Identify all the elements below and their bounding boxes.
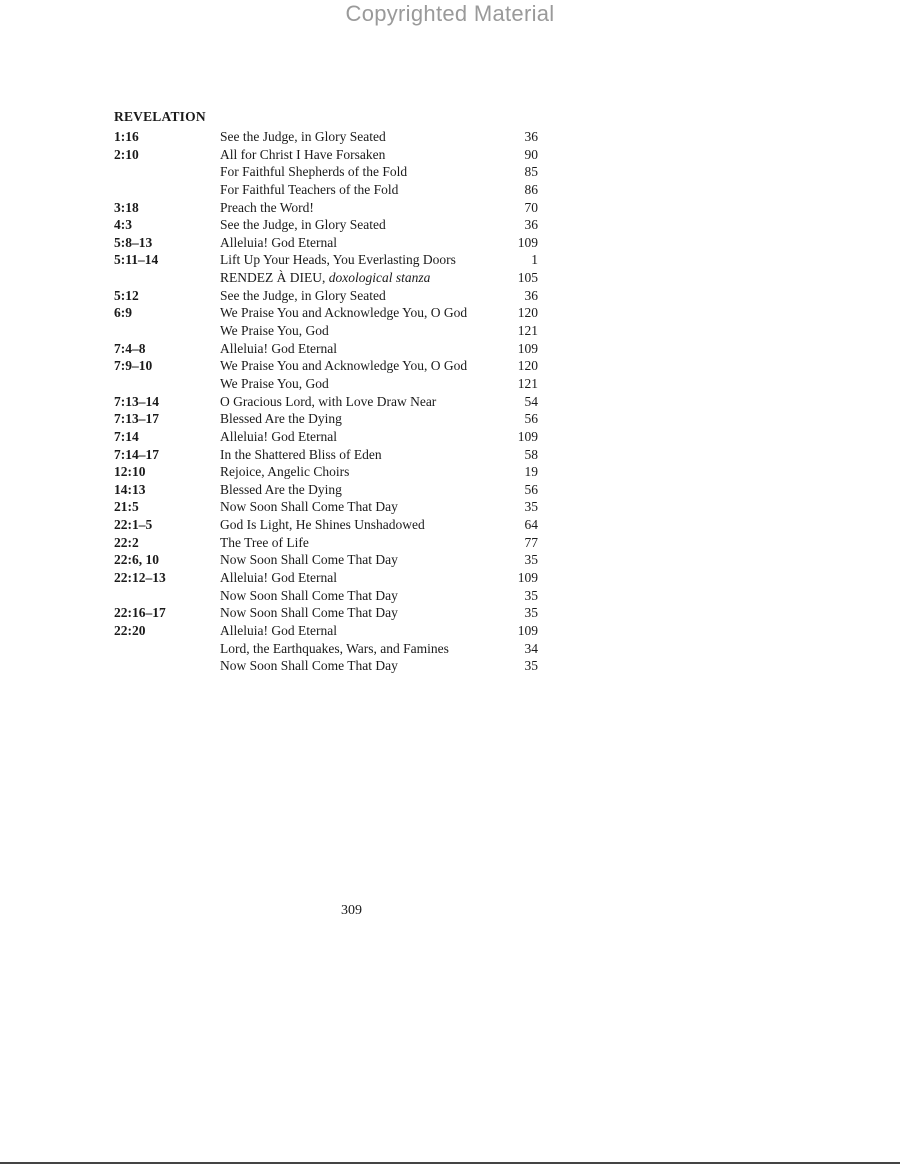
section-heading: REVELATION [114, 109, 206, 124]
hymn-number: 36 [524, 287, 538, 303]
hymn-title [220, 304, 467, 322]
scripture-reference: 7:13–14 [114, 393, 159, 409]
hymn-title [220, 622, 337, 640]
hymn-title [220, 199, 314, 217]
hymn-title [220, 287, 386, 305]
index-entry [114, 657, 544, 675]
hymn-number: 109 [517, 428, 538, 444]
hymn-title [220, 463, 349, 481]
hymn-title-text: Lord, the Earthquakes, Wars, and Famines [220, 640, 449, 656]
index-entry [114, 128, 544, 146]
hymn-title [220, 181, 398, 199]
scripture-reference: 5:11–14 [114, 252, 159, 268]
scripture-reference: 2:10 [114, 146, 139, 162]
hymn-title-italic: doxological stanza [328, 270, 431, 286]
hymn-title-text: O Gracious Lord, with Love Draw Near [220, 393, 437, 409]
hymn-title [220, 481, 342, 499]
hymn-title-text: For Faithful Teachers of the Fold [220, 181, 399, 197]
scripture-reference: 21:5 [114, 499, 139, 515]
hymn-title [220, 640, 449, 658]
hymn-number: 64 [524, 517, 538, 533]
hymn-title [220, 375, 329, 393]
scripture-reference: 22:20 [114, 622, 146, 638]
index-entry [114, 304, 544, 322]
hymn-number: 109 [517, 570, 538, 586]
hymn-title-text: Alleluia! God Eternal [220, 340, 337, 356]
hymn-number: 35 [524, 587, 538, 603]
hymn-title [220, 410, 342, 428]
index-entry [114, 216, 544, 234]
copyright-watermark: Copyrighted Material [345, 1, 555, 26]
scripture-reference: 7:4–8 [114, 340, 146, 356]
scripture-index-list [114, 128, 544, 675]
hymn-number: 121 [517, 375, 538, 391]
scripture-reference: 22:1–5 [114, 517, 153, 533]
hymn-title [220, 340, 337, 358]
index-entry [114, 428, 544, 446]
index-entry [114, 146, 544, 164]
index-entry [114, 622, 544, 640]
index-entry [114, 587, 544, 605]
index-entry [114, 640, 544, 658]
hymn-title [220, 498, 398, 516]
hymn-number: 85 [524, 164, 538, 180]
index-entry [114, 393, 544, 411]
hymn-title-text: We Praise You and Acknowledge You, O God [220, 305, 468, 321]
hymn-title-text: For Faithful Shepherds of the Fold [220, 164, 408, 180]
index-entry [114, 516, 544, 534]
hymn-title-text: Alleluia! God Eternal [220, 622, 337, 638]
hymn-title [220, 551, 398, 569]
scripture-reference: 5:12 [114, 287, 139, 303]
hymn-number: 120 [517, 358, 538, 374]
hymn-title [220, 604, 398, 622]
hymn-number: 56 [524, 481, 538, 497]
hymn-number: 109 [517, 234, 538, 250]
index-entry [114, 498, 544, 516]
hymn-title-text: Now Soon Shall Come That Day [220, 552, 398, 568]
hymn-title [220, 446, 382, 464]
hymn-title [220, 534, 309, 552]
hymn-number: 109 [517, 622, 538, 638]
hymn-title-text: See the Judge, in Glory Seated [220, 287, 386, 303]
hymn-number: 19 [524, 464, 538, 480]
hymn-number: 35 [524, 605, 538, 621]
hymn-title [220, 428, 337, 446]
hymn-title-text: Now Soon Shall Come That Day [220, 587, 398, 603]
hymn-title [220, 269, 430, 287]
index-entry [114, 234, 544, 252]
hymn-number: 58 [524, 446, 538, 462]
index-entry [114, 269, 544, 287]
scripture-reference: 6:9 [114, 305, 132, 321]
index-entry [114, 410, 544, 428]
hymn-number: 36 [524, 129, 538, 144]
hymn-title-text: God Is Light, He Shines Unshadowed [220, 517, 425, 533]
hymn-title [220, 357, 467, 375]
hymn-number: 77 [524, 534, 538, 550]
hymn-title [220, 146, 385, 164]
hymn-number: 35 [524, 499, 538, 515]
hymn-title-text: Blessed Are the Dying [220, 411, 342, 427]
hymn-title-text: We Praise You, God [220, 375, 329, 391]
scripture-reference: 22:12–13 [114, 570, 166, 586]
hymn-title [220, 322, 329, 340]
hymn-number: 105 [517, 270, 538, 286]
hymn-number: 54 [524, 393, 538, 409]
index-entry [114, 287, 544, 305]
index-entry [114, 534, 544, 552]
index-entry [114, 163, 544, 181]
scripture-reference: 22:16–17 [114, 605, 166, 621]
scripture-reference: 1:16 [114, 129, 139, 144]
hymn-number: 109 [517, 340, 538, 356]
index-entry [114, 322, 544, 340]
hymn-title-text: Alleluia! God Eternal [220, 234, 337, 250]
hymn-number: 120 [517, 305, 538, 321]
hymn-title-text: Preach the Word! [220, 199, 314, 215]
scripture-reference: 22:6, 10 [114, 552, 159, 568]
hymn-title-text: We Praise You, God [220, 323, 329, 339]
scripture-reference: 7:9–10 [114, 358, 153, 374]
index-entry [114, 446, 544, 464]
index-entry [114, 199, 544, 217]
hymn-number: 90 [524, 146, 538, 162]
scripture-reference: 4:3 [114, 217, 132, 233]
index-entry [114, 251, 544, 269]
scripture-reference: 14:13 [114, 481, 146, 497]
index-entry [114, 340, 544, 358]
hymn-number: 121 [517, 323, 538, 339]
hymn-title-text: Now Soon Shall Come That Day [220, 499, 398, 515]
hymn-number: 36 [524, 217, 538, 233]
index-entry [114, 604, 544, 622]
scripture-reference: 12:10 [114, 464, 146, 480]
hymn-title-text: Blessed Are the Dying [220, 481, 342, 497]
index-entry [114, 481, 544, 499]
hymn-title [220, 234, 337, 252]
hymn-title [220, 128, 386, 146]
scripture-reference: 5:8–13 [114, 234, 153, 250]
hymn-title-text: Alleluia! God Eternal [220, 428, 337, 444]
hymn-title-text: In the Shattered Bliss of Eden [220, 446, 382, 462]
index-entry [114, 551, 544, 569]
scripture-reference: 22:2 [114, 534, 139, 550]
hymn-title [220, 393, 436, 411]
hymn-title-text: We Praise You and Acknowledge You, O God [220, 358, 468, 374]
index-entry [114, 181, 544, 199]
hymn-title [220, 516, 425, 534]
hymn-title-text: Rejoice, Angelic Choirs [220, 464, 350, 480]
scripture-reference: 7:13–17 [114, 411, 159, 427]
scripture-reference: 3:18 [114, 199, 139, 215]
hymn-number: 70 [524, 199, 538, 215]
hymn-title-text: RENDEZ À DIEU, [220, 270, 326, 286]
hymn-title-text: All for Christ I Have Forsaken [220, 146, 386, 162]
hymn-title-text: See the Judge, in Glory Seated [220, 217, 386, 233]
scripture-reference: 7:14–17 [114, 446, 159, 462]
scripture-reference: 7:14 [114, 428, 139, 444]
hymn-title [220, 163, 407, 181]
page-number: 309 [341, 903, 362, 918]
hymn-title [220, 216, 386, 234]
hymn-title-text: See the Judge, in Glory Seated [220, 129, 386, 144]
hymn-number: 86 [524, 181, 538, 197]
hymn-title-text: Now Soon Shall Come That Day [220, 658, 398, 674]
index-entry [114, 357, 544, 375]
hymn-title [220, 657, 398, 675]
hymn-title-text: Now Soon Shall Come That Day [220, 605, 398, 621]
hymn-title [220, 569, 337, 587]
hymn-number: 34 [524, 640, 538, 656]
index-entry [114, 375, 544, 393]
hymn-title-text: Alleluia! God Eternal [220, 570, 337, 586]
hymn-number: 35 [524, 658, 538, 674]
hymn-number: 56 [524, 411, 538, 427]
hymn-number: 35 [524, 552, 538, 568]
index-entry [114, 569, 544, 587]
hymn-title [220, 587, 398, 605]
hymn-title-text: Lift Up Your Heads, You Everlasting Doors [220, 252, 456, 268]
hymn-title [220, 251, 456, 269]
hymn-number: 1 [531, 252, 538, 268]
index-entry [114, 463, 544, 481]
hymn-title-text: The Tree of Life [220, 534, 309, 550]
